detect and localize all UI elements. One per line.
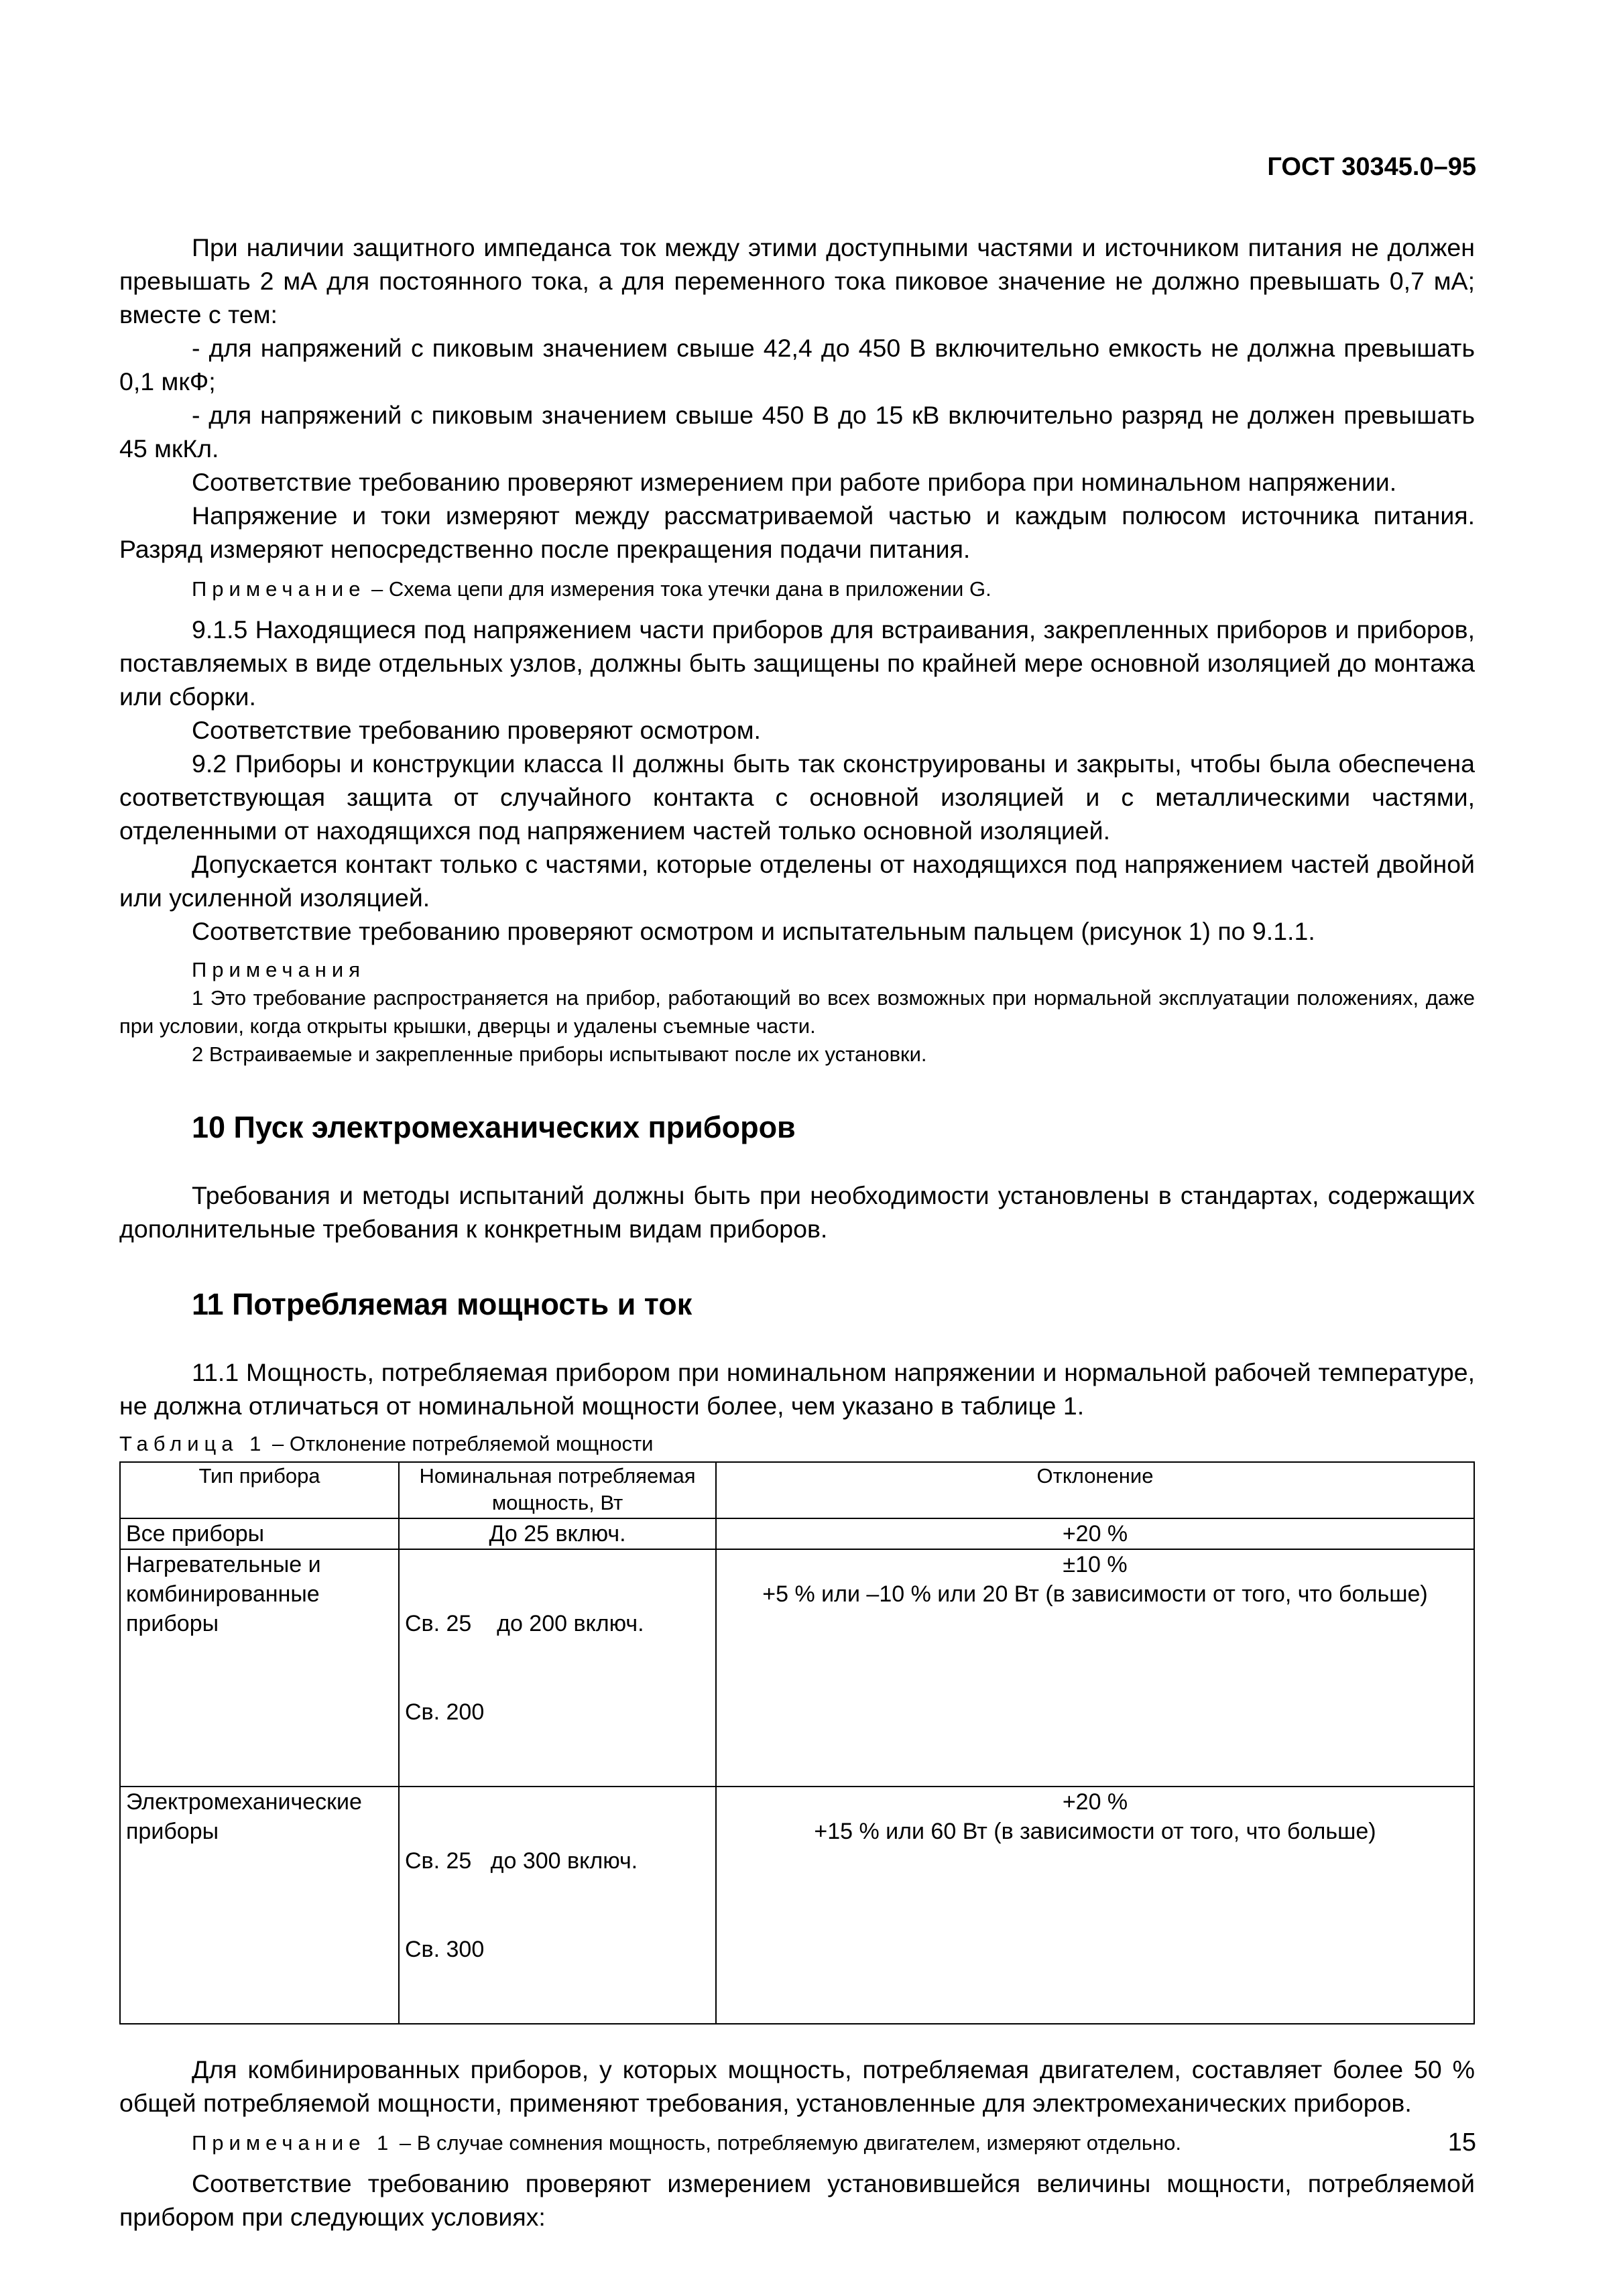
cell-line: комбинированные [126,1581,320,1607]
document-code: ГОСТ 30345.0–95 [1267,153,1476,181]
paragraph: Для комбинированных приборов, у которых мощность, потребляемая двигателем, составляет более 50 % общей потребляемой мощности, применяют требования, установленные для электромеханических приборов. [119,2055,1475,2117]
note [119,575,1475,603]
note [119,2129,1475,2157]
page-number: 15 [1447,2128,1476,2157]
power-cell [399,1549,716,1787]
cell-line: Св. 300 [405,1937,485,1962]
power-deviation-table [119,1461,1475,2025]
paragraph: - для напряжений с пиковым значением свыше 450 В до 15 кВ включительно разряд не должен превышать 45 мкКл. [119,401,1475,463]
note-text: – Схема цепи для измерения тока утечки дана в приложении G. [365,577,991,601]
note-label: Примечание 1 [192,2131,394,2155]
paragraph: Соответствие требованию проверяют осмотром и испытательным пальцем (рисунок 1) по 9.1.1. [192,917,1315,945]
notes-block [119,956,1475,1069]
header-cell: Номинальная потребляемая мощность, Вт [399,1462,716,1518]
table-caption-label: Таблица 1 [119,1432,267,1455]
table-row [120,1518,1474,1549]
cell-line: +15 % или 60 Вт (в зависимости от того, что больше) [814,1819,1376,1844]
cell-line: Св. 200 [405,1699,485,1725]
note-item: 1 Это требование распространяется на прибор, работающий во всех возможных при нормальной эксплуатации положениях, даже при условии, когда открыты крышки, дверцы и удалены съемные части. [119,986,1475,1038]
power-cell [399,1518,716,1549]
note-text: – В случае сомнения мощность, потребляемую двигателем, измеряют отдельно. [394,2131,1182,2155]
table-row [120,1549,1474,1787]
paragraph: Соответствие требованию проверяют измерением при работе прибора при номинальном напряжении. [192,468,1397,496]
cell-line: Св. 25 до 300 включ. [405,1848,638,1874]
cell-line: +20 % [1062,1521,1128,1547]
paragraph: - для напряжений с пиковым значением свыше 42,4 до 450 В включительно емкость не должна превышать 0,1 мкФ; [119,334,1475,396]
paragraph: Напряжение и токи измеряют между рассматриваемой частью и каждым полюсом источника питания. Разряд измеряют непосредственно после прекращения подачи питания. [119,501,1475,563]
table-caption [119,1431,1475,1457]
deviation-cell [716,1518,1474,1549]
paragraph: Соответствие требованию проверяют измерением установившейся величины мощности, потребляемой прибором при следующих условиях: [119,2169,1475,2231]
power-cell [399,1787,716,2024]
table-row [120,1787,1474,2024]
paragraph: Соответствие требованию проверяют осмотром. [192,716,761,744]
type-cell [120,1787,399,2024]
cell-line: Нагревательные и [126,1552,321,1577]
cell-line: Электромеханические [126,1789,362,1815]
paragraph: 11.1 Мощность, потребляемая прибором при номинальном напряжении и нормальной рабочей температуре, не должна отличаться от номинальной мощности более, чем указано в таблице 1. [119,1358,1475,1420]
table-caption-text: – Отклонение потребляемой мощности [266,1432,654,1455]
section-heading-10: 10 Пуск электромеханических приборов [192,1110,796,1144]
paragraph: Допускается контакт только с частями, которые отделены от находящихся под напряжением частей двойной или усиленной изоляцией. [119,850,1475,912]
note-item: 2 Встраиваемые и закрепленные приборы испытывают после их установки. [192,1042,927,1066]
cell-line: +5 % или –10 % или 20 Вт (в зависимости от того, что больше) [762,1581,1428,1607]
cell-line: Все приборы [126,1521,265,1547]
cell-line: приборы [126,1819,219,1844]
type-cell [120,1518,399,1549]
paragraph: 9.1.5 Находящиеся под напряжением части приборов для встраивания, закрепленных приборов и приборов, поставляемых в виде отдельных узлов, должны быть защищены по крайней мере основной изоляцией до монтажа или сборки. [119,615,1475,711]
paragraph: 9.2 Приборы и конструкции класса II должны быть так сконструированы и закрыты, чтобы была обеспечена соответствующая защита от случайного контакта с основной изоляцией и с металлическими частями, отделенными от находящихся под напряжением частей только основной изоляцией. [119,749,1475,845]
page-content [119,231,1475,2234]
cell-line: +20 % [1062,1789,1128,1815]
header-cell: Отклонение [716,1462,1474,1518]
deviation-cell [716,1787,1474,2024]
cell-line: приборы [126,1611,219,1636]
table-header-row [120,1462,1474,1518]
deviation-cell [716,1549,1474,1787]
section-heading-11: 11 Потребляемая мощность и ток [192,1287,693,1321]
note-label: Примечание [192,577,366,601]
cell-line: ±10 % [1063,1552,1128,1577]
header-cell: Тип прибора [120,1462,399,1518]
paragraph: При наличии защитного импеданса ток между этими доступными частями и источником питания не должен превышать 2 мА для постоянного тока, а для переменного тока пиковое значение не должно превышать 0,7 мА; вместе с тем: [119,233,1475,328]
cell-line: Св. 25 до 200 включ. [405,1611,644,1636]
notes-title: Примечания [192,958,365,981]
type-cell [120,1549,399,1787]
paragraph: Требования и методы испытаний должны быть при необходимости установлены в стандартах, содержащих дополнительные требования к конкретным видам приборов. [119,1181,1475,1243]
cell-line: До 25 включ. [489,1521,626,1547]
